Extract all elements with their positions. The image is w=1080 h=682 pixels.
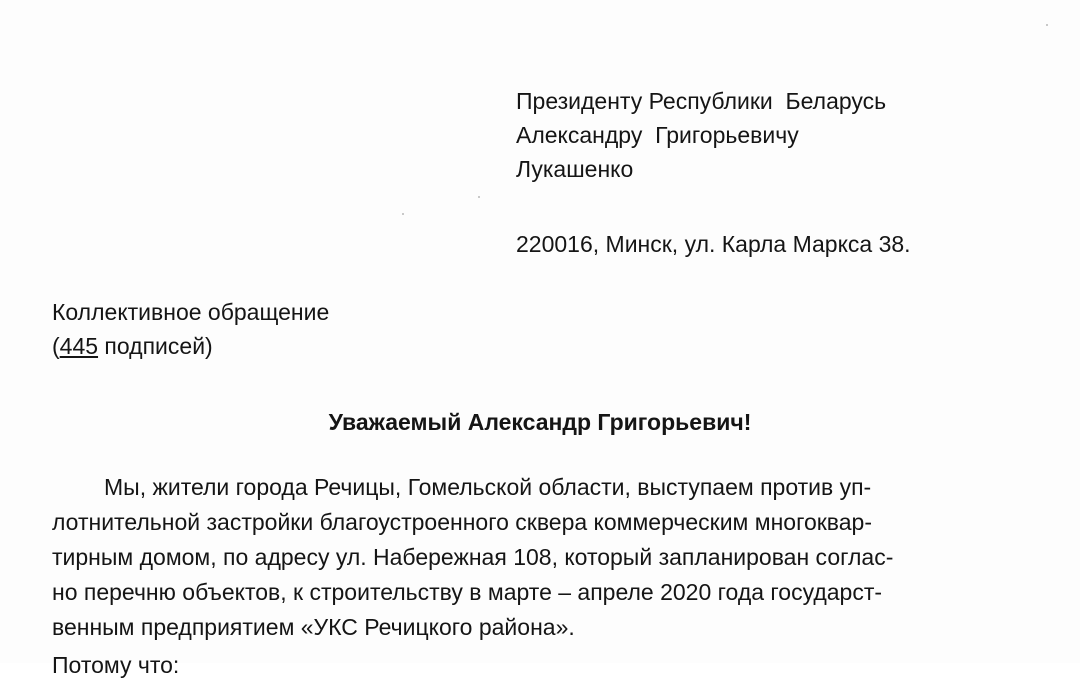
signatures-label: подписей) [98, 333, 213, 359]
body-line: лотнительной застройки благоустроенного сквера коммерческим многоквар- [52, 509, 873, 535]
appeal-header [52, 295, 329, 363]
signatures-count: 445 [59, 333, 99, 359]
addressee-line-name: Александру Григорьевичу [516, 122, 799, 148]
scan-speck [402, 213, 404, 215]
appeal-type: Коллективное обращение [52, 299, 330, 325]
body-line: Мы, жители города Речицы, Гомельской области, выступаем против уп- [104, 474, 872, 500]
body-paragraph [52, 470, 1022, 645]
body-line: тирным домом, по адресу ул. Набережная 108, который запланирован соглас- [52, 544, 894, 570]
body-line: венным предприятием «УКС Речицкого района». [52, 614, 575, 640]
body-line: но перечню объектов, к строительству в марте – апреле 2020 года государст- [52, 579, 883, 605]
addressee-line-surname: Лукашенко [516, 156, 634, 182]
scan-speck [478, 196, 480, 198]
addressee-block [516, 84, 886, 186]
addressee-line-title: Президенту Республики Беларусь [516, 88, 887, 114]
body-line-partial: Потому что: [52, 652, 180, 678]
signatures-line [52, 329, 329, 363]
scan-speck [1046, 24, 1048, 26]
recipient-address: 220016, Минск, ул. Карла Маркса 38. [516, 231, 911, 257]
salutation: Уважаемый Александр Григорьевич! [328, 409, 752, 435]
signatures-open-paren: ( [52, 333, 60, 359]
